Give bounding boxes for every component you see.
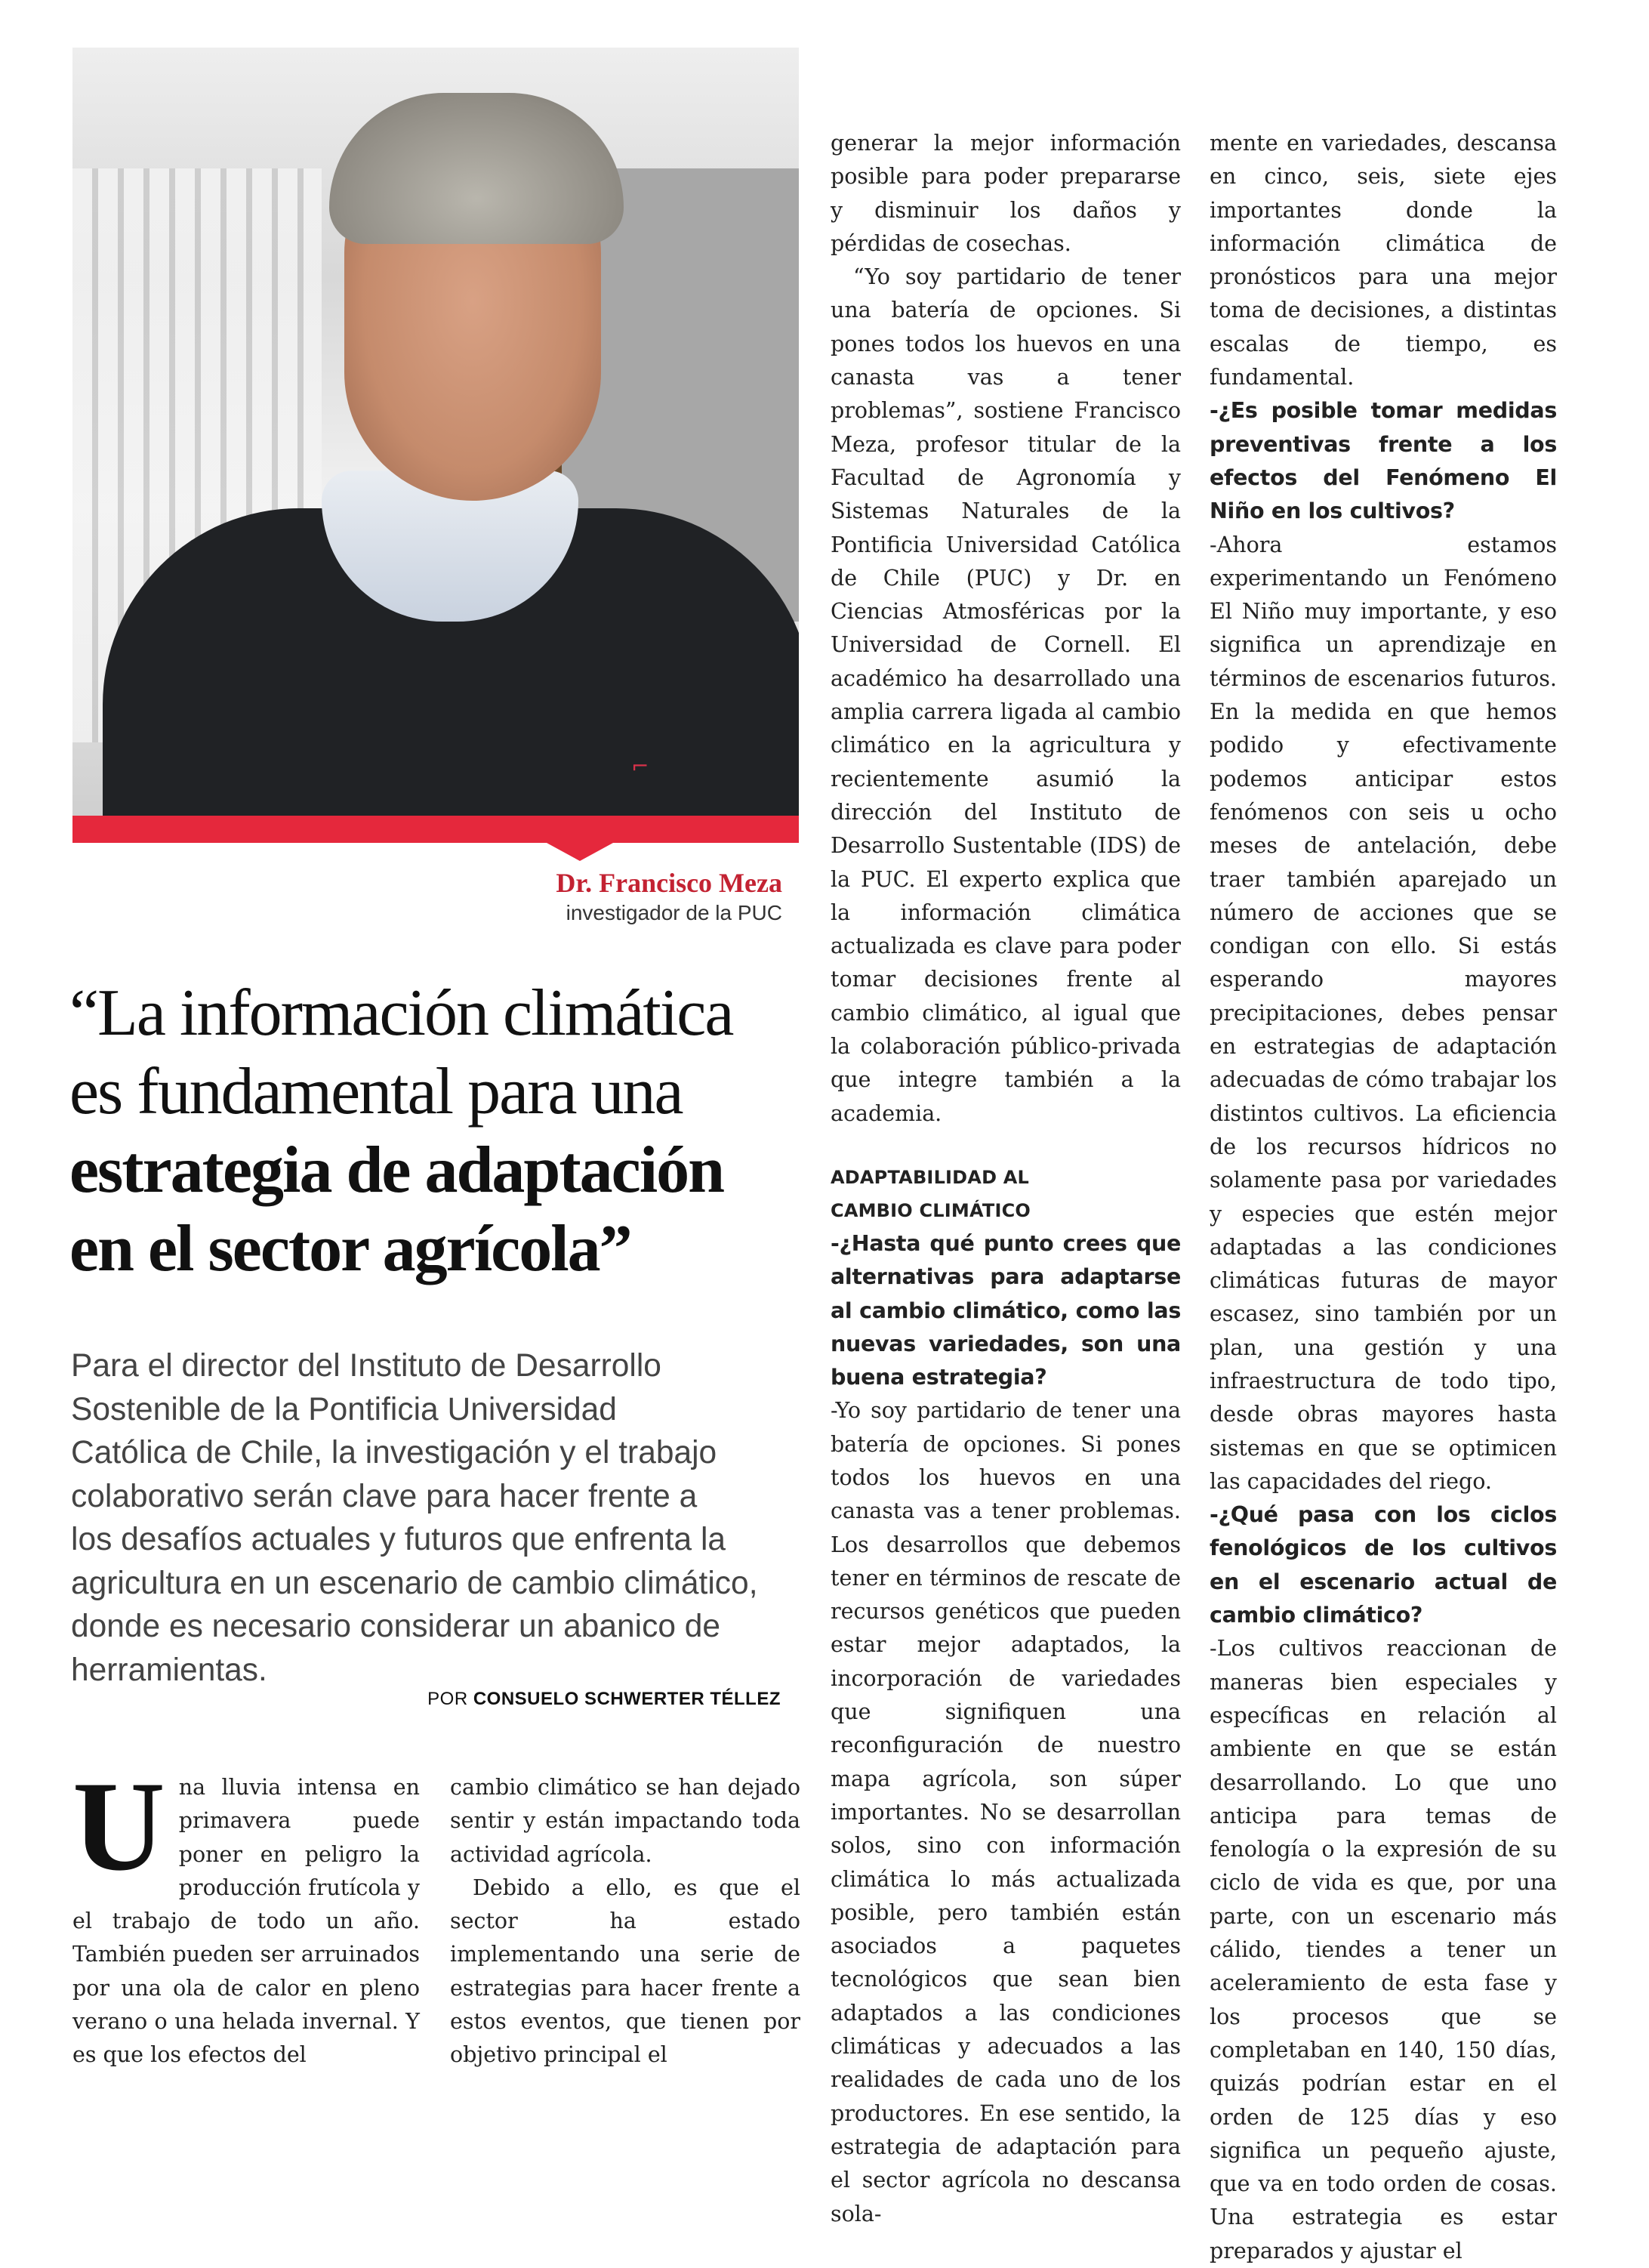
photo-accent-pointer xyxy=(547,843,613,861)
body-paragraph: Debido a ello, es que el sector ha estado implementando una serie de estrategias para hacer frente a estos eventos, que tienen por objetivo principal el xyxy=(450,1875,800,2068)
body-paragraph: cambio climático se han dejado sentir y están impactando toda actividad agrícola. xyxy=(450,1775,800,1867)
interview-answer: -Ahora estamos experimentando un Fenómeno El Niño muy importante, y eso significa un aprendizaje en términos de escenarios futuros. En la medida en que hemos podido y efectivamente podemos anticipar estos fenómenos con seis u ocho meses de antelación, debe traer también aparejado un número de acciones que se condigan con ello. Si estás esperando mayores precipitaciones, debes pensar en estrategias de adaptación adecuadas de cómo trabajar los distintos cultivos. La eficiencia de los recursos hídricos no solamente pasa por variedades y especies que estén mejor adaptadas a las condiciones climáticas futuras de mayor escasez, sino también por un plan, una gestión y una infraestructura de todo tipo, desde obras mayores hasta sistemas en que se optimicen las capacidades del riego. xyxy=(1210,532,1557,1494)
section-subhead xyxy=(831,1161,1181,1227)
interview-question: -¿Qué pasa con los ciclos fenológicos de los cultivos en el escenario actual de cambio climático? xyxy=(1210,1502,1557,1628)
deck-line: agricultura en un escenario de cambio climático, xyxy=(71,1565,758,1601)
byline-prefix: POR xyxy=(427,1689,468,1709)
byline xyxy=(252,1689,781,1710)
photo-accent-bar xyxy=(72,816,799,843)
deck-line: los desafíos actuales y futuros que enfrenta la xyxy=(71,1522,726,1557)
deck-line: Sostenible de la Pontificia Universidad xyxy=(71,1391,617,1427)
byline-author: CONSUELO SCHWERTER TÉLLEZ xyxy=(473,1689,781,1709)
body-paragraph: na lluvia intensa en primavera puede poner en peligro la producción frutícola y el trabajo de todo un año. También pueden ser arruinados por una ola de calor en pleno verano o una helada invernal. Y es que los efectos del xyxy=(72,1775,420,2068)
section-subhead-line: CAMBIO CLIMÁTICO xyxy=(831,1199,1031,1221)
body-column-4 xyxy=(1210,127,1557,2268)
deck-summary xyxy=(71,1344,811,1692)
deck-line: herramientas. xyxy=(71,1652,267,1688)
body-column-2 xyxy=(450,1771,800,2072)
body-paragraph: “Yo soy partidario de tener una batería de opciones. Si pones todos los huevos en una canasta vas a tener problemas”, sostiene Francisco Meza, profesor titular de la Facultad de Agronomía y Sistemas Naturales de la Pontificia Universidad Católica de Chile (PUC) y Dr. en Ciencias Atmosféricas por la Universidad de Cornell. El académico ha desarrollado una amplia carrera ligada al cambio climático en la agricultura y recientemente asumió la dirección del Instituto de Desarrollo Sustentable (IDS) de la PUC. El experto explica que la información climática actualizada es clave para poder tomar decisiones frente al cambio climático, al igual que la colaboración público-privada que integre también a la academia. xyxy=(831,264,1181,1126)
deck-line: donde es necesario considerar un abanico de xyxy=(71,1609,721,1644)
headline-line-4: en el sector agrícola” xyxy=(69,1212,631,1285)
photo-caption-name: Dr. Francisco Meza xyxy=(556,868,782,898)
drop-cap: U xyxy=(72,1755,165,1897)
interview-question: -¿Es posible tomar medidas preventivas frente a los efectos del Fenómeno El Niño en los cultivos? xyxy=(1210,398,1557,524)
photo-hair xyxy=(329,93,624,244)
body-paragraph: generar la mejor información posible para poder prepararse y disminuir los daños y pérdidas de cosechas. xyxy=(831,131,1181,256)
body-column-1 xyxy=(72,1755,420,2072)
headline-line-2: es fundamental para una xyxy=(69,1055,683,1128)
section-subhead-line: ADAPTABILIDAD AL xyxy=(831,1166,1030,1188)
portrait-photo xyxy=(72,48,799,816)
interview-answer: -Los cultivos reaccionan de maneras bien especiales y específicas en relación al ambiente en que se están desarrollando. Lo que uno anticipa para temas de fenología o la expresión de su ciclo de vida es que, por una parte, con un escenario más cálido, tiendes a tener un aceleramiento de esta fase y los procesos que se completaban en 140, 150 días, quizás podrían estar en el orden de 125 días y eso significa un pequeño ajuste, que va en todo orden de cosas. Una estrategia es estar preparados y ajustar el xyxy=(1210,1636,1557,2263)
sweater-logo-icon: ⌐ xyxy=(631,754,649,779)
deck-line: Católica de Chile, la investigación y el trabajo xyxy=(71,1435,717,1470)
interview-answer: -Yo soy partidario de tener una batería de opciones. Si pones todos los huevos en una canasta vas a tener problemas. Los desarrollos que debemos tener en términos de rescate de recursos genéticos que pueden estar mejor adaptados, la incorporación de variedades que signifiquen una reconfiguración de nuestro mapa agrícola, son súper importantes. No se desarrollan solos, sino con información climática lo más actualizada posible, pero también están asociados a paquetes tecnológicos que sean bien adaptados a las condiciones climáticas y adecuados a las realidades de cada uno de los productores. En ese sentido, la estrategia de adaptación para el sector agrícola no descansa sola- xyxy=(831,1398,1181,2226)
headline xyxy=(69,974,817,1288)
deck-line: colaborativo serán clave para hacer frente a xyxy=(71,1478,698,1514)
photo-caption-role: investigador de la PUC xyxy=(566,901,782,924)
interview-question: -¿Hasta qué punto crees que alternativas para adaptarse al cambio climático, como las nuevas variedades, son una buena estrategia? xyxy=(831,1230,1181,1390)
interview-answer: mente en variedades, descansa en cinco, seis, siete ejes importantes donde la información climática de pronósticos para una mejor toma de decisiones, a distintas escalas de tiempo, es fundamental. xyxy=(1210,131,1557,390)
deck-line: Para el director del Instituto de Desarrollo xyxy=(71,1348,661,1384)
headline-line-3: estrategia de adaptación xyxy=(69,1134,724,1207)
headline-line-1: “La información climática xyxy=(69,977,733,1050)
body-column-3 xyxy=(831,127,1181,2231)
